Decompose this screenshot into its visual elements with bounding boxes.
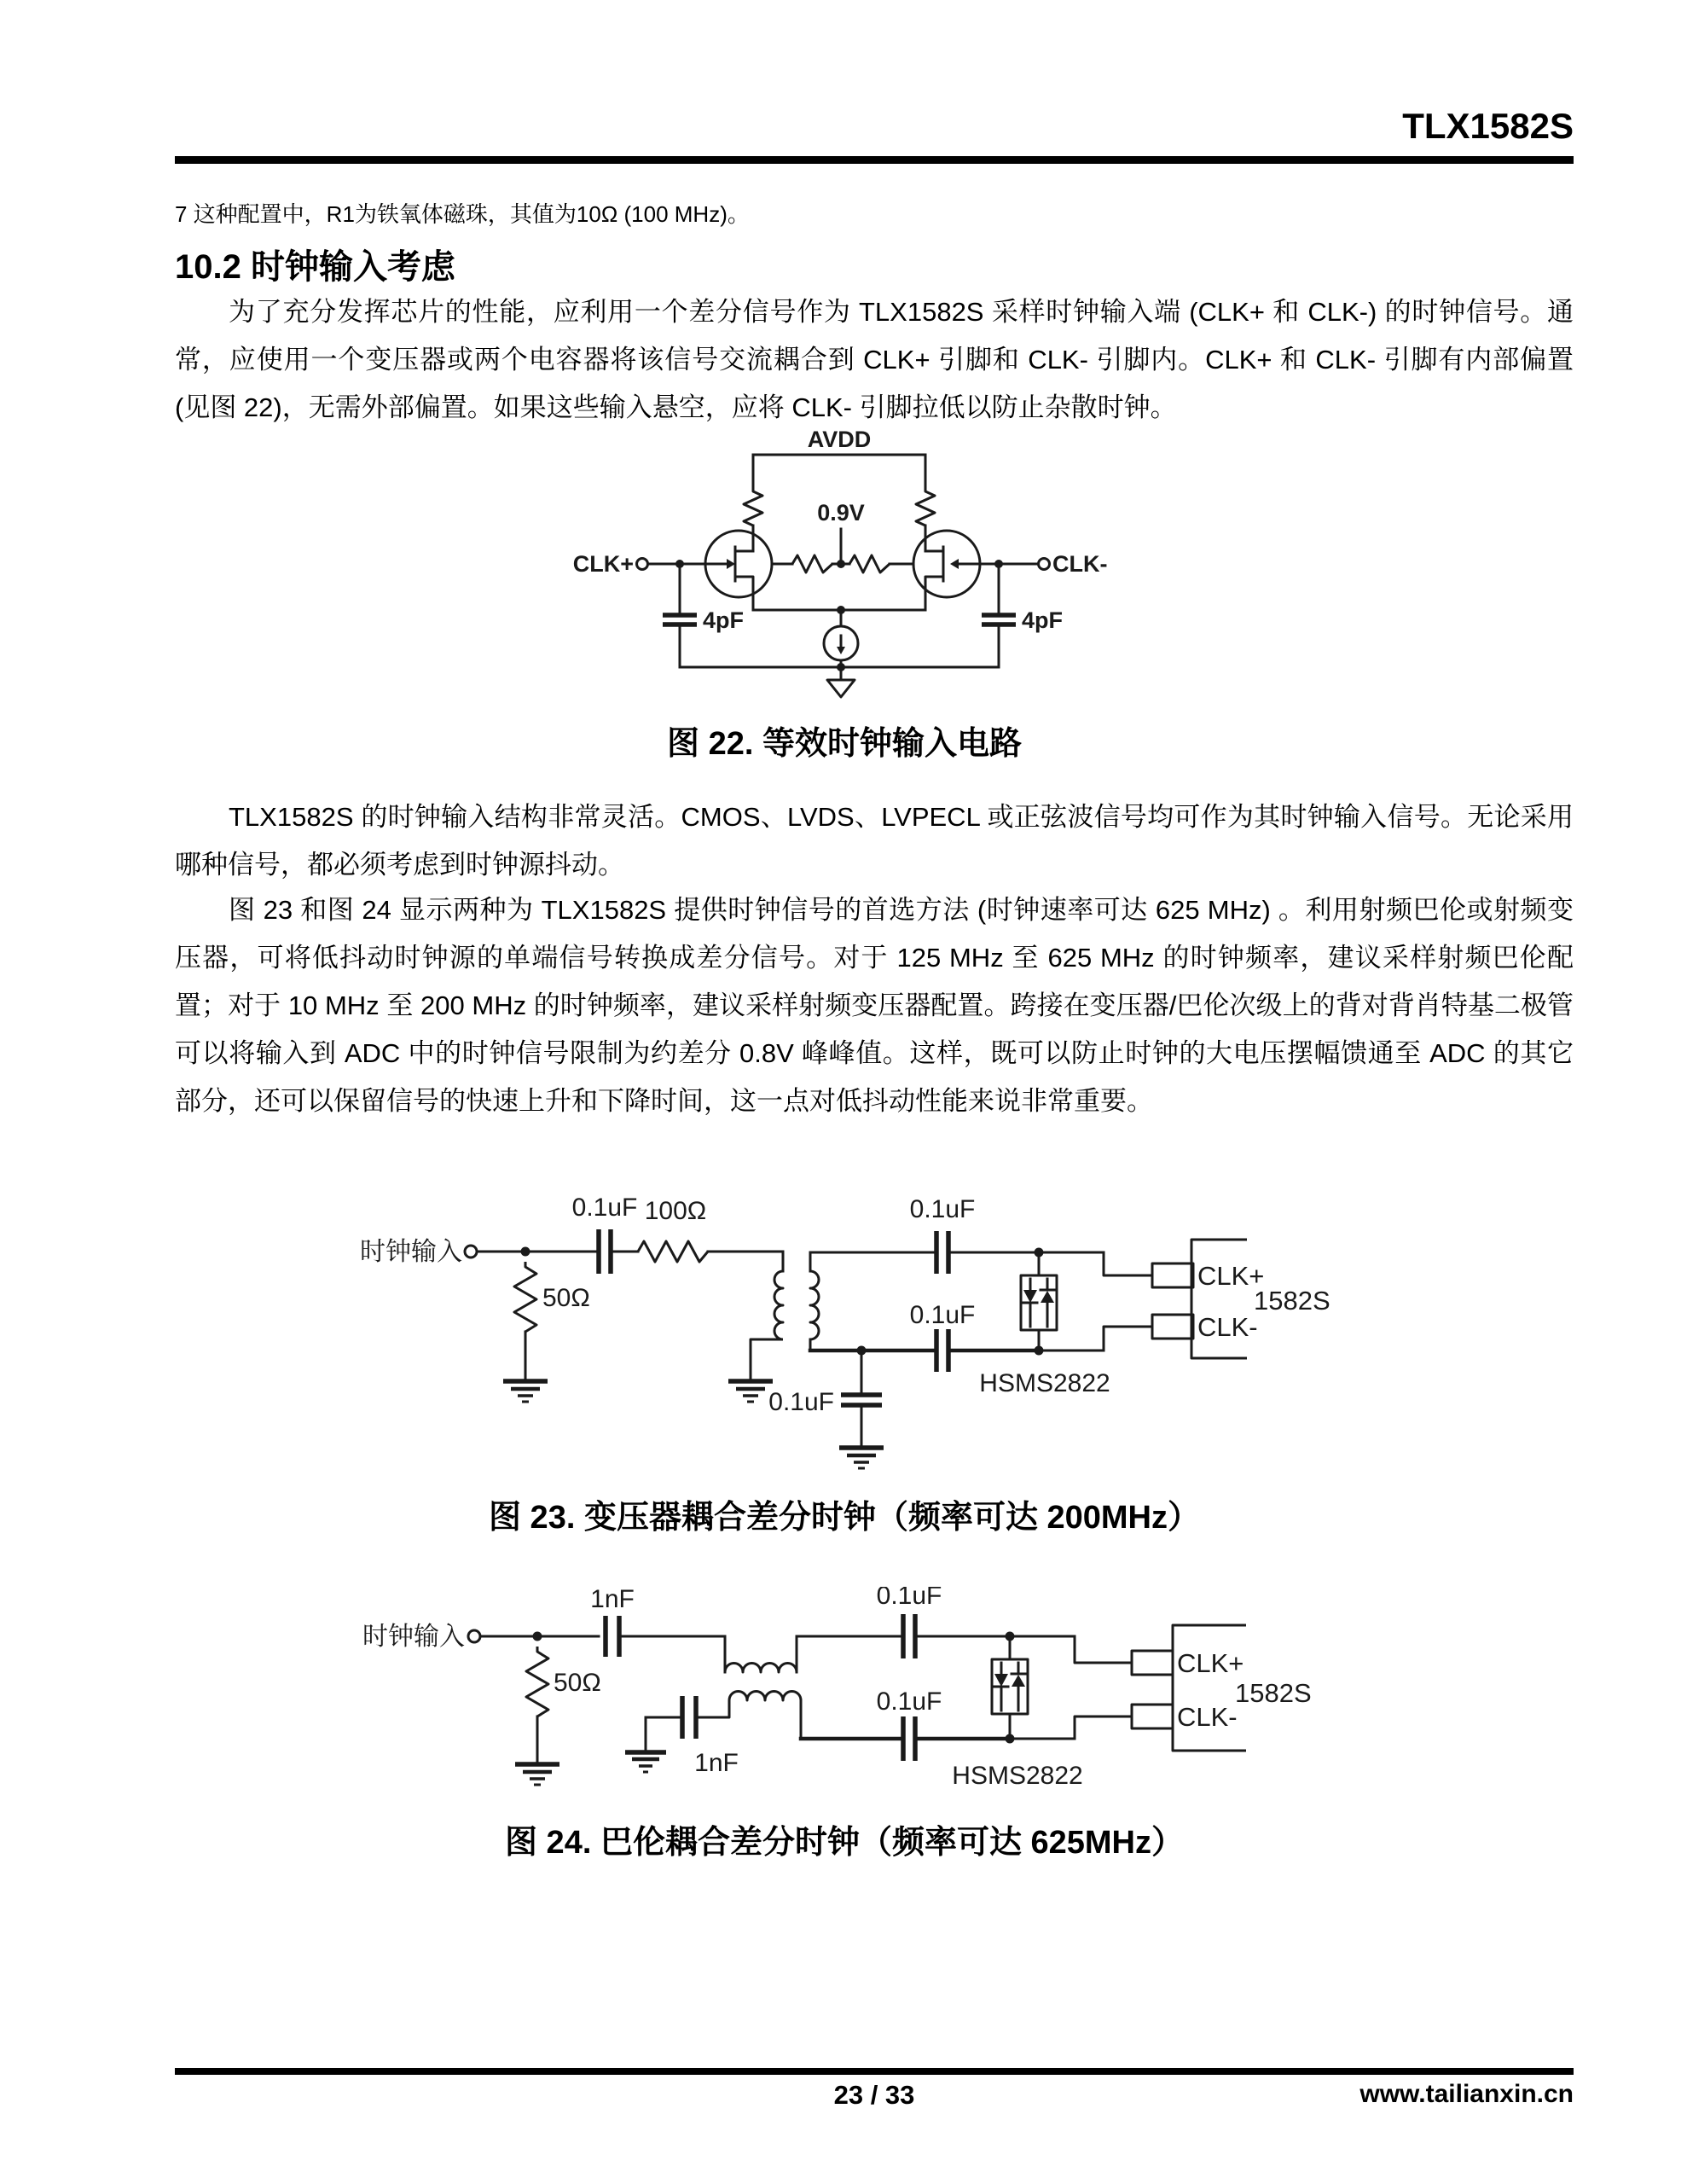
cap-left-label: 4pF: [703, 607, 745, 633]
resistor-symbol: [916, 488, 935, 526]
capacitor-symbol: [663, 564, 697, 667]
paragraph-clock-input-3: 图 23 和图 24 显示两种为 TLX1582S 提供时钟信号的首选方法 (时钟速率可达 625 MHz) 。利用射频巴伦或射频变压器，可将低抖动时钟源的单端信号转换成差分信号。对于 125 MHz 至 625 MHz 的时钟频率，建议采样射频巴伦配置；对于 10 MHz 至 200 MHz 的时钟频率，建议采样射频变压器配置。跨接在变压器/巴伦次级上的背对背肖特基二极管可以将输入到 ADC 中的时钟信号限制为约差分 0.8V 峰峰值。这样，既可以防止时钟的大电压摆幅馈通至 ADC 的其它部分，还可以保留信号的快速上升和下降时间，这一点对低抖动性能来说非常重要。: [175, 895, 1574, 1116]
clock-input-label: 时钟输入: [360, 1238, 462, 1266]
pin-box: [1132, 1705, 1173, 1728]
diode-pair-symbol: [992, 1636, 1028, 1739]
termination-resistor-label: 50Ω: [554, 1669, 601, 1697]
clk-plus-pin-label: CLK+: [1177, 1648, 1244, 1678]
figure-22-schematic: [546, 427, 1143, 708]
current-source-symbol: [824, 626, 858, 660]
shunt-cap-label: 1nF: [694, 1749, 739, 1777]
figure-23-caption: 图 23. 变压器耦合差分时钟（频率可达 200MHz）: [489, 1500, 1200, 1536]
resistor-symbol: [849, 555, 890, 572]
clk-minus-terminal: [1039, 559, 1050, 570]
pin-box: [1152, 1263, 1193, 1287]
clock-input-terminal: [468, 1630, 480, 1642]
capacitor-symbol: [606, 1616, 619, 1657]
ground-icon: [839, 1448, 884, 1468]
clk-minus-pin-label: CLK-: [1197, 1312, 1258, 1342]
resistor-symbol: [514, 1262, 536, 1332]
termination-resistor-label: 50Ω: [542, 1284, 590, 1312]
clk-plus-terminal: [637, 559, 648, 570]
figure-24-schematic: [213, 1587, 1348, 1809]
footnote: 7 这种配置中，R1为铁氧体磁珠，其值为10Ω (100 MHz)。: [175, 201, 750, 227]
capacitor-symbol: [841, 1350, 882, 1446]
top-cap-label: 0.1uF: [876, 1587, 942, 1610]
tap-cap-label: 0.1uF: [768, 1388, 834, 1416]
page-title: TLX1582S: [1402, 106, 1574, 146]
clk-minus-label: CLK-: [1052, 551, 1108, 577]
capacitor-symbol: [599, 1229, 611, 1274]
paragraph-clock-input-1: 为了充分发挥芯片的性能，应利用一个差分信号作为 TLX1582S 采样时钟输入端 (CLK+ 和 CLK-) 的时钟信号。通常，应使用一个变压器或两个电容器将该信号交流耦合到 CLK+ 引脚和 CLK- 引脚内。CLK+ 和 CLK- 引脚有内部偏置 (见图 22)，无需外部偏置。如果这些输入悬空，应将 CLK- 引脚拉低以防止杂散时钟。: [175, 297, 1574, 422]
clk-plus-label: CLK+: [572, 551, 634, 577]
series-resistor-label: 100Ω: [644, 1197, 707, 1225]
ground-icon: [625, 1752, 666, 1772]
paragraph-clock-input-2: TLX1582S 的时钟输入结构非常灵活。CMOS、LVDS、LVPECL 或正弦波信号均可作为其时钟输入信号。无论采用哪种信号，都必须考虑到时钟源抖动。: [175, 802, 1574, 880]
chip-name-label: 1582S: [1254, 1286, 1330, 1316]
clk-plus-pin-label: CLK+: [1197, 1261, 1265, 1291]
ground-icon: [728, 1381, 773, 1402]
cap-right-label: 4pF: [1022, 607, 1064, 633]
bottom-cap-label: 0.1uF: [876, 1687, 942, 1716]
figure-23-schematic: [213, 1190, 1348, 1484]
resistor-symbol: [744, 488, 762, 526]
capacitor-symbol: [936, 1231, 948, 1274]
resistor-symbol: [638, 1241, 708, 1262]
top-cap-label: 0.1uF: [909, 1195, 976, 1223]
header-rule: [175, 156, 1574, 164]
pin-box: [1152, 1315, 1193, 1339]
avdd-label: AVDD: [807, 427, 872, 452]
clock-input-terminal: [465, 1246, 477, 1258]
mosfet-symbol: [705, 527, 772, 610]
series-cap-label: 0.1uF: [571, 1194, 638, 1222]
clk-minus-pin-label: CLK-: [1177, 1702, 1238, 1732]
capacitor-symbol: [903, 1614, 915, 1658]
ground-icon: [503, 1381, 548, 1402]
pin-box: [1132, 1651, 1173, 1675]
balun-symbol: [696, 1636, 801, 1739]
website-link: www.tailianxin.cn: [1359, 2080, 1574, 2108]
diode-pair-symbol: [1021, 1252, 1057, 1350]
transformer-symbol: [751, 1252, 819, 1380]
diode-part-label: HSMS2822: [952, 1762, 1083, 1790]
figure-24-caption: 图 24. 巴伦耦合差分时钟（频率可达 625MHz）: [505, 1825, 1184, 1861]
resistor-symbol: [792, 555, 832, 572]
capacitor-symbol: [646, 1696, 696, 1751]
ground-icon: [827, 680, 855, 697]
mosfet-symbol: [913, 527, 980, 610]
clock-input-label: 时钟输入: [362, 1623, 465, 1651]
section-heading: 10.2 时钟输入考虑: [175, 248, 455, 286]
bottom-cap-label: 0.1uF: [909, 1301, 976, 1329]
bias-voltage-label: 0.9V: [817, 500, 865, 526]
ground-icon: [515, 1764, 559, 1785]
diode-part-label: HSMS2822: [979, 1369, 1110, 1397]
series-cap-label: 1nF: [590, 1587, 635, 1613]
page-number: 23 / 33: [833, 2080, 915, 2110]
figure-22-caption: 图 22. 等效时钟输入电路: [667, 726, 1022, 762]
footer-rule: [175, 2068, 1574, 2075]
capacitor-symbol: [982, 564, 1016, 667]
resistor-symbol: [526, 1647, 548, 1716]
chip-name-label: 1582S: [1235, 1678, 1312, 1708]
